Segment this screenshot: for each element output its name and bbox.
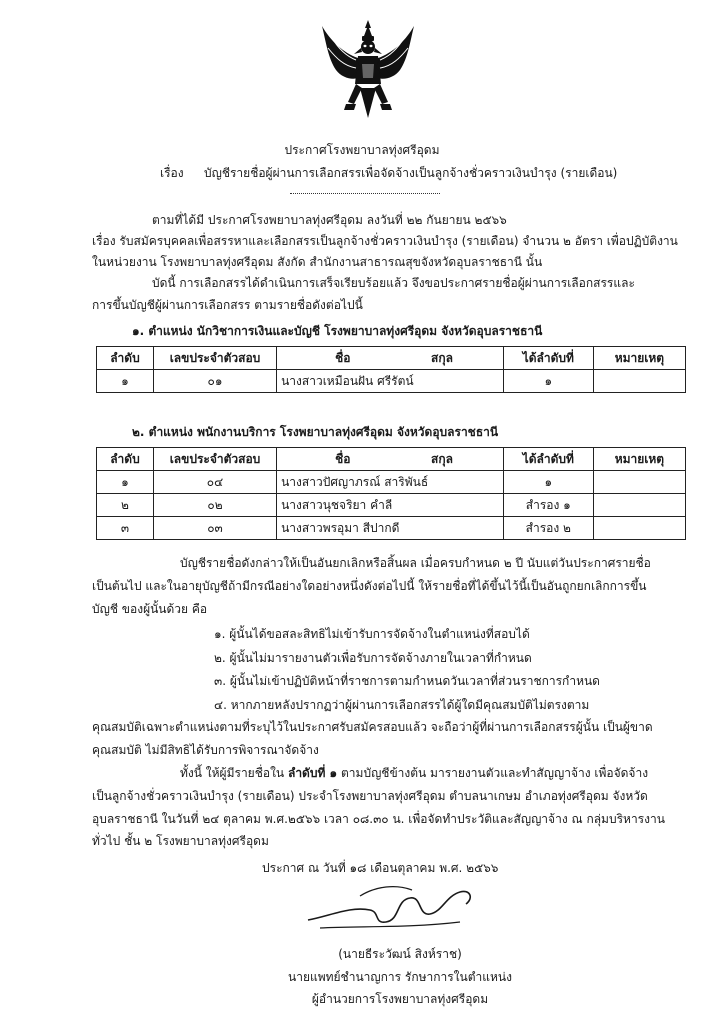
handwritten-signature [300, 876, 480, 936]
header-note: หมายเหตุ [593, 448, 685, 471]
validity-line-2: เป็นต้นไป และในอายุบัญชีถ้ามีกรณีอย่างใดอย่างหนึ่งดังต่อไปนี้ ให้รายชื่อที่ได้ขึ้นไว้นี้เป็นอันถูกยกเลิกการขึ้น [92, 579, 647, 593]
cell-name: นางสาวพรอุมา สีปากดี [277, 517, 504, 540]
cell-name: นางสาวปัศญาภรณ์ สาริพันธ์ [277, 471, 504, 494]
header-rank: ได้ลำดับที่ [503, 448, 593, 471]
subject-prefix: เรื่อง [160, 166, 184, 180]
report-line-1 [180, 765, 648, 781]
condition-4-line-1: ๔. หากภายหลังปรากฏว่าผู้ผ่านการเลือกสรรได้ผู้ใดมีคุณสมบัติไม่ตรงตาม [214, 698, 590, 712]
signer-name: (นายธีระวัฒน์ สิงห์ราช) [338, 947, 462, 961]
document-subject: บัญชีรายชื่อผู้ผ่านการเลือกสรรเพื่อจัดจ้างเป็นลูกจ้างชั่วคราวเงินบำรุง (รายเดือน) [204, 166, 618, 180]
report-line-1-start: ทั้งนี้ ให้ผู้มีรายชื่อใน [180, 766, 285, 780]
header-exam-id: เลขประจำตัวสอบ [153, 448, 276, 471]
table-header-row [97, 448, 686, 471]
table-row [97, 494, 686, 517]
signer-position-1: นายแพทย์ชำนาญการ รักษาการในตำแหน่ง [288, 970, 512, 984]
cell-note [593, 370, 685, 393]
cell-rank: ๑ [503, 471, 593, 494]
cell-note [593, 494, 685, 517]
cell-exam-id: ๐๓ [153, 517, 276, 540]
cell-no: ๓ [97, 517, 154, 540]
cell-rank: สำรอง ๒ [503, 517, 593, 540]
cell-note [593, 471, 685, 494]
report-line-2: เป็นลูกจ้างชั่วคราวเงินบำรุง (รายเดือน) ประจำโรงพยาบาลทุ่งศรีอุดม ตำบลนาเกษม อำเภอทุ่งศรีอุดม จังหวัด [92, 789, 648, 803]
table-row [97, 370, 686, 393]
header-first-name: ชื่อ [335, 451, 351, 466]
table-row [97, 471, 686, 494]
cell-exam-id: ๐๔ [153, 471, 276, 494]
garuda-emblem-icon [318, 18, 418, 128]
cell-note [593, 517, 685, 540]
condition-3: ๓. ผู้นั้นไม่เข้าปฏิบัติหน้าที่ราชการตามกำหนดวันเวลาที่ส่วนราชการกำหนด [214, 674, 600, 688]
header-no: ลำดับ [97, 448, 154, 471]
report-rank-highlight: ลำดับที่ ๑ [287, 766, 338, 780]
header-surname: สกุล [431, 350, 453, 365]
separator-dots [290, 193, 440, 194]
cell-no: ๑ [97, 471, 154, 494]
validity-line-1: บัญชีรายชื่อดังกล่าวให้เป็นอันยกเลิกหรือสิ้นผล เมื่อครบกำหนด ๒ ปี นับแต่วันประกาศรายชื่อ [180, 556, 651, 570]
header-name [277, 448, 504, 471]
condition-4-line-2: คุณสมบัติเฉพาะตำแหน่งตามที่ระบุไว้ในประกาศรับสมัครสอบแล้ว จะถือว่าผู้ที่ผ่านการเลือกสรรผู้นั้น เป็นผู้ขาด [92, 720, 653, 734]
cell-exam-id: ๐๒ [153, 494, 276, 517]
cell-name: นางสาวเหมือนฝัน ศรีรัตน์ [277, 370, 504, 393]
cell-name: นางสาวนุชจริยา คำลี [277, 494, 504, 517]
cell-exam-id: ๐๑ [153, 370, 276, 393]
section-2-title: ๒. ตำแหน่ง พนักงานบริการ โรงพยาบาลทุ่งศรีอุดม จังหวัดอุบลราชธานี [132, 425, 499, 439]
header-exam-id: เลขประจำตัวสอบ [153, 347, 276, 370]
header-rank: ได้ลำดับที่ [503, 347, 593, 370]
announce-date: ประกาศ ณ วันที่ ๑๘ เดือนตุลาคม พ.ศ. ๒๕๖๖ [262, 861, 499, 875]
condition-1: ๑. ผู้นั้นได้ขอสละสิทธิไม่เข้ารับการจัดจ้างในตำแหน่งที่สอบได้ [214, 627, 530, 641]
cell-no: ๑ [97, 370, 154, 393]
document-title: ประกาศโรงพยาบาลทุ่งศรีอุดม [284, 143, 440, 157]
report-line-1-end: ตามบัญชีข้างต้น มารายงานตัวและทำสัญญาจ้าง เพื่อจัดจ้าง [341, 766, 649, 780]
intro-line-1: ตามที่ได้มี ประกาศโรงพยาบาลทุ่งศรีอุดม ลงวันที่ ๒๒ กันยายน ๒๕๖๖ [152, 213, 507, 227]
cell-rank: ๑ [503, 370, 593, 393]
header-surname: สกุล [431, 451, 453, 466]
header-name [277, 347, 504, 370]
header-note: หมายเหตุ [593, 347, 685, 370]
intro-line-4: บัดนี้ การเลือกสรรได้ดำเนินการเสร็จเรียบร้อยแล้ว จึงขอประกาศรายชื่อผู้ผ่านการเลือกสรรและ [152, 276, 635, 290]
section-2-table [96, 447, 686, 540]
header-no: ลำดับ [97, 347, 154, 370]
cell-rank: สำรอง ๑ [503, 494, 593, 517]
table-header-row [97, 347, 686, 370]
validity-line-3: บัญชี ของผู้นั้นด้วย คือ [92, 602, 208, 616]
condition-2: ๒. ผู้นั้นไม่มารายงานตัวเพื่อรับการจัดจ้างภายในเวลาที่กำหนด [214, 651, 532, 665]
report-line-4: ทั่วไป ชั้น ๒ โรงพยาบาลทุ่งศรีอุดม [92, 834, 269, 848]
signer-position-2: ผู้อำนวยการโรงพยาบาลทุ่งศรีอุดม [311, 992, 489, 1006]
table-row [97, 517, 686, 540]
section-1-title: ๑. ตำแหน่ง นักวิชาการเงินและบัญชี โรงพยาบาลทุ่งศรีอุดม จังหวัดอุบลราชธานี [132, 324, 543, 338]
intro-line-5: การขึ้นบัญชีผู้ผ่านการเลือกสรร ตามรายชื่อดังต่อไปนี้ [92, 298, 363, 312]
condition-4-line-3: คุณสมบัติ ไม่มีสิทธิได้รับการพิจารณาจัดจ้าง [92, 743, 319, 757]
cell-no: ๒ [97, 494, 154, 517]
report-line-3: อุบลราชธานี ในวันที่ ๒๔ ตุลาคม พ.ศ.๒๕๖๖ เวลา ๐๘.๓๐ น. เพื่อจัดทำประวัติและสัญญาจ้าง ณ กลุ่มบริหารงาน [92, 812, 665, 826]
section-1-table [96, 346, 686, 393]
header-first-name: ชื่อ [335, 350, 351, 365]
intro-line-3: ในหน่วยงาน โรงพยาบาลทุ่งศรีอุดม สังกัด สำนักงานสาธารณสุขจังหวัดอุบลราชธานี นั้น [92, 255, 543, 269]
intro-line-2: เรื่อง รับสมัครบุคคลเพื่อสรรหาและเลือกสรรเป็นลูกจ้างชั่วคราวเงินบำรุง (รายเดือน) จำนวน ๒ อัตรา เพื่อปฏิบัติงาน [92, 234, 678, 248]
